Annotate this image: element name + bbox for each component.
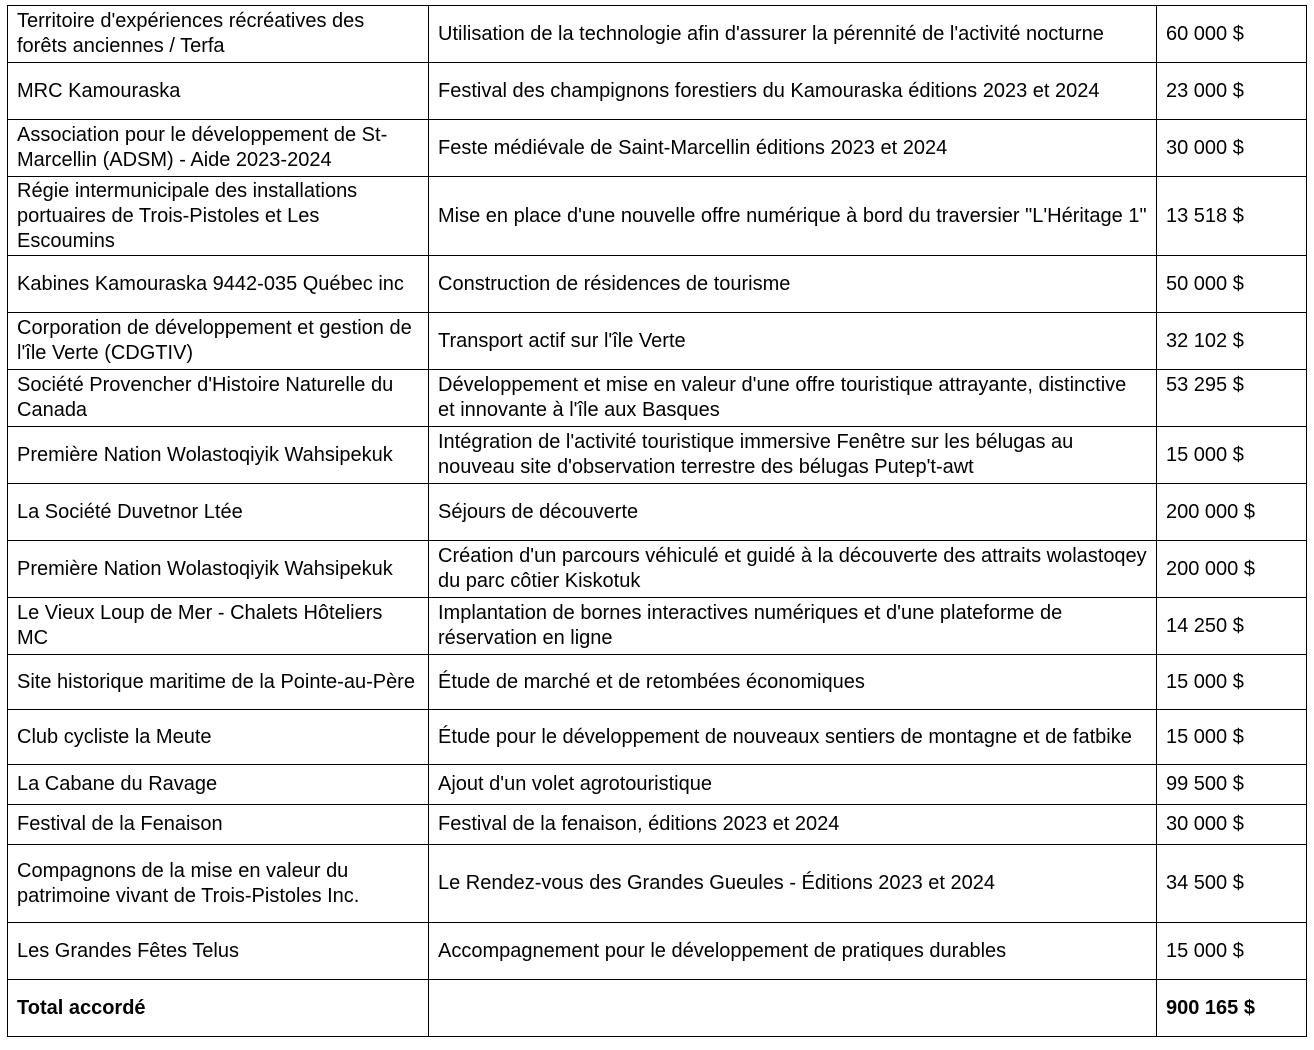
amount-cell: 200 000 $ <box>1157 484 1307 541</box>
amount-cell: 32 102 $ <box>1157 313 1307 370</box>
table-row <box>8 6 1307 63</box>
table-row <box>8 923 1307 980</box>
table-row <box>8 63 1307 120</box>
table-row <box>8 427 1307 484</box>
amount-cell: 14 250 $ <box>1157 598 1307 655</box>
project-cell: Feste médiévale de Saint-Marcellin éditions 2023 et 2024 <box>429 120 1157 177</box>
project-cell: Étude pour le développement de nouveaux sentiers de montagne et de fatbike <box>429 710 1157 765</box>
amount-cell: 200 000 $ <box>1157 541 1307 598</box>
amount-cell: 99 500 $ <box>1157 765 1307 805</box>
table-row <box>8 177 1307 256</box>
total-amount: 900 165 $ <box>1157 980 1307 1037</box>
table-row <box>8 598 1307 655</box>
table-row <box>8 710 1307 765</box>
amount-cell: 53 295 $ <box>1157 370 1307 427</box>
table-row <box>8 484 1307 541</box>
table-row <box>8 256 1307 313</box>
total-label: Total accordé <box>8 980 429 1037</box>
table-row <box>8 845 1307 923</box>
organization-cell: Festival de la Fenaison <box>8 805 429 845</box>
project-cell: Utilisation de la technologie afin d'assurer la pérennité de l'activité nocturne <box>429 6 1157 63</box>
total-row <box>8 980 1307 1037</box>
organization-cell: Association pour le développement de St-Marcellin (ADSM) - Aide 2023-2024 <box>8 120 429 177</box>
project-cell: Création d'un parcours véhiculé et guidé à la découverte des attraits wolastoqey du parc côtier Kiskotuk <box>429 541 1157 598</box>
amount-cell: 60 000 $ <box>1157 6 1307 63</box>
organization-cell: Le Vieux Loup de Mer - Chalets Hôteliers MC <box>8 598 429 655</box>
table-row <box>8 765 1307 805</box>
amount-cell: 30 000 $ <box>1157 120 1307 177</box>
organization-cell: Compagnons de la mise en valeur du patrimoine vivant de Trois-Pistoles Inc. <box>8 845 429 923</box>
organization-cell: Territoire d'expériences récréatives des forêts anciennes / Terfa <box>8 6 429 63</box>
table-row <box>8 120 1307 177</box>
project-cell: Mise en place d'une nouvelle offre numérique à bord du traversier "L'Héritage 1" <box>429 177 1157 256</box>
organization-cell: MRC Kamouraska <box>8 63 429 120</box>
table-row <box>8 805 1307 845</box>
project-cell: Transport actif sur l'île Verte <box>429 313 1157 370</box>
project-cell: Festival des champignons forestiers du Kamouraska éditions 2023 et 2024 <box>429 63 1157 120</box>
organization-cell: Corporation de développement et gestion de l'île Verte (CDGTIV) <box>8 313 429 370</box>
project-cell: Implantation de bornes interactives numériques et d'une plateforme de réservation en ligne <box>429 598 1157 655</box>
table-row <box>8 313 1307 370</box>
organization-cell: Société Provencher d'Histoire Naturelle du Canada <box>8 370 429 427</box>
project-cell: Accompagnement pour le développement de pratiques durables <box>429 923 1157 980</box>
organization-cell: La Société Duvetnor Ltée <box>8 484 429 541</box>
table-row <box>8 370 1307 427</box>
organization-cell: Première Nation Wolastoqiyik Wahsipekuk <box>8 427 429 484</box>
project-cell: Séjours de découverte <box>429 484 1157 541</box>
table-row <box>8 655 1307 710</box>
amount-cell: 15 000 $ <box>1157 427 1307 484</box>
amount-cell: 15 000 $ <box>1157 655 1307 710</box>
total-project-cell <box>429 980 1157 1037</box>
amount-cell: 34 500 $ <box>1157 845 1307 923</box>
amount-cell: 15 000 $ <box>1157 710 1307 765</box>
organization-cell: Site historique maritime de la Pointe-au-Père <box>8 655 429 710</box>
organization-cell: Les Grandes Fêtes Telus <box>8 923 429 980</box>
funding-table-body <box>8 6 1307 1037</box>
project-cell: Festival de la fenaison, éditions 2023 et 2024 <box>429 805 1157 845</box>
project-cell: Le Rendez-vous des Grandes Gueules - Éditions 2023 et 2024 <box>429 845 1157 923</box>
project-cell: Construction de résidences de tourisme <box>429 256 1157 313</box>
amount-cell: 23 000 $ <box>1157 63 1307 120</box>
organization-cell: Régie intermunicipale des installations portuaires de Trois-Pistoles et Les Escoumins <box>8 177 429 256</box>
amount-cell: 15 000 $ <box>1157 923 1307 980</box>
organization-cell: La Cabane du Ravage <box>8 765 429 805</box>
organization-cell: Kabines Kamouraska 9442-035 Québec inc <box>8 256 429 313</box>
project-cell: Ajout d'un volet agrotouristique <box>429 765 1157 805</box>
funding-table <box>7 5 1307 1037</box>
project-cell: Développement et mise en valeur d'une offre touristique attrayante, distinctive et innovante à l'île aux Basques <box>429 370 1157 427</box>
organization-cell: Première Nation Wolastoqiyik Wahsipekuk <box>8 541 429 598</box>
organization-cell: Club cycliste la Meute <box>8 710 429 765</box>
amount-cell: 30 000 $ <box>1157 805 1307 845</box>
amount-cell: 50 000 $ <box>1157 256 1307 313</box>
project-cell: Étude de marché et de retombées économiques <box>429 655 1157 710</box>
amount-cell: 13 518 $ <box>1157 177 1307 256</box>
project-cell: Intégration de l'activité touristique immersive Fenêtre sur les bélugas au nouveau site d'observation terrestre des bélugas Putep't-awt <box>429 427 1157 484</box>
table-row <box>8 541 1307 598</box>
